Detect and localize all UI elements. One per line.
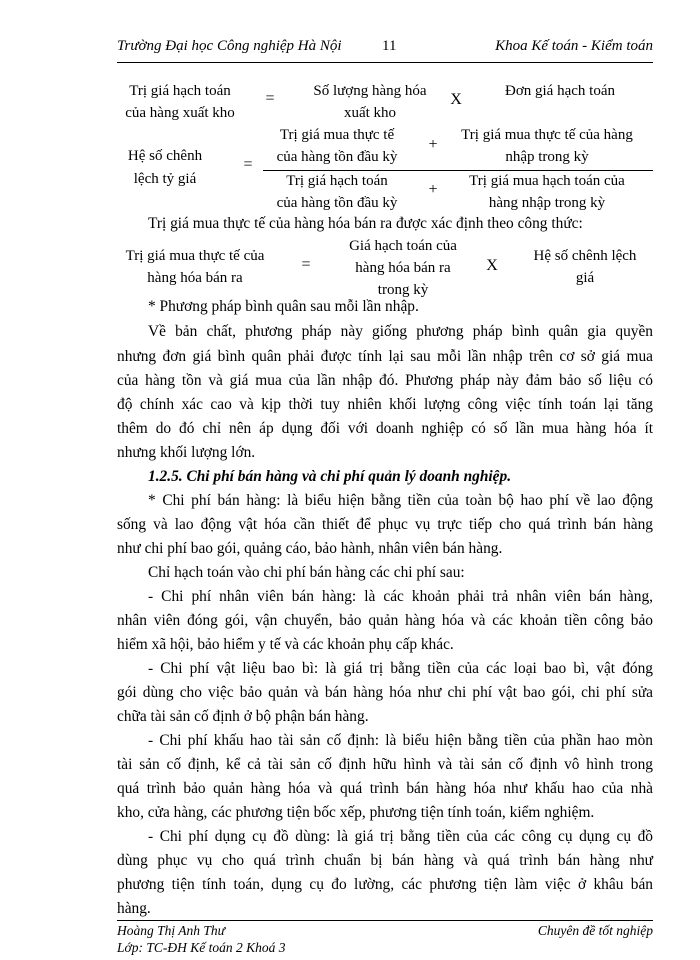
body-line: gói dùng cho việc bảo quản và bán hàng hóa như chi phí vật bao gói, chi phí sửa (117, 684, 653, 701)
formula2-den2-line1: Trị giá mua hạch toán của (469, 173, 625, 189)
formula2-num2-line2: nhập trong kỳ (505, 149, 589, 165)
page-header (117, 38, 653, 58)
body-line: quá trình bảo quản hàng hóa và quá trình bán hàng hóa như khấu hao của nhà (117, 780, 653, 797)
formula2-den2 (442, 170, 652, 214)
body-line: Chỉ hạch toán vào chi phí bán hàng các chi phí sau: (148, 564, 465, 581)
formula2-den1-line1: Trị giá hạch toán (286, 173, 388, 189)
body-line: * Phương pháp bình quân sau mỗi lần nhập. (148, 298, 419, 315)
body-line: thêm do đó chỉ nên áp dụng đối với doanh nghiệp có số lần mua hàng hóa ít (117, 420, 653, 437)
formula2-num2-line1: Trị giá mua thực tế của hàng (461, 127, 633, 143)
body-line: - Chi phí nhân viên bán hàng: là các khoản phải trả nhân viên bán hàng, (148, 588, 653, 605)
formula1-lhs (110, 80, 250, 124)
formula3-intro: Trị giá mua thực tế của hàng hóa bán ra được xác định theo công thức: (148, 215, 583, 232)
formula1-lhs-line1: Trị giá hạch toán (129, 83, 231, 99)
formula3-term1-line1: Giá hạch toán của (349, 238, 457, 254)
body-line: - Chi phí dụng cụ đồ dùng: là giá trị bằng tiền của các công cụ dụng cụ đồ (148, 828, 653, 845)
body-line: nhân viên đóng gói, vận chuyển, bảo quản hàng hóa và các khoản tiền công bảo (117, 612, 653, 629)
body-line: sống và lao động vật hóa cần thiết để phục vụ trực tiếp cho quá trình bán hàng (117, 516, 653, 533)
formula2-num2 (442, 124, 652, 168)
footer-doc-type: Chuyên đề tốt nghiệp (537, 923, 653, 938)
formula2-num-plus: + (428, 136, 438, 153)
formula2-den1-line2: của hàng tồn đầu kỳ (276, 195, 398, 211)
body-line: tài sản cố định, kể cả tài sản cố định hữu hình và tài sản cố định vô hình trong (117, 756, 653, 773)
formula3-term1-line3: trong kỳ (377, 282, 429, 298)
formula3-term2 (515, 245, 655, 289)
formula2-lhs-line1: Hệ số chênh (127, 148, 203, 164)
formula1-times: X (450, 91, 462, 108)
formula2-equals: = (243, 156, 253, 173)
formula1-term1 (295, 80, 445, 124)
formula1-term1-line2: xuất kho (343, 105, 397, 121)
section-title: 1.2.5. Chi phí bán hàng và chi phí quản lý doanh nghiệp. (148, 468, 512, 485)
formula1-term2: Đơn giá hạch toán (505, 83, 615, 99)
formula3-term2-line2: giá (575, 270, 595, 286)
formula2-num1-line2: của hàng tồn đầu kỳ (276, 149, 398, 165)
footer-class: Lớp: TC-ĐH Kế toán 2 Khoá 3 (117, 940, 286, 955)
formula3-lhs-line2: hàng hóa bán ra (147, 270, 243, 286)
header-school: Trường Đại học Công nghiệp Hà Nội (117, 38, 342, 54)
formula3-lhs (110, 245, 280, 289)
formula1-lhs-line2: của hàng xuất kho (125, 105, 235, 121)
formula2-lhs-line2: lệch tỷ giá (133, 171, 197, 187)
formula2-den-plus: + (428, 181, 438, 198)
formula3-term2-line1: Hệ số chênh lệch (533, 248, 637, 264)
body-line: hàng. (117, 900, 151, 917)
body-line: * Chi phí bán hàng: là biểu hiện bằng tiền của toàn bộ hao phí về lao động (148, 492, 653, 509)
header-faculty: Khoa Kế toán - Kiểm toán (495, 38, 653, 54)
formula1-equals: = (265, 90, 275, 107)
footer-rule (117, 920, 653, 921)
formula3-times: X (486, 257, 498, 274)
body-line: nhưng đơn giá bình quân phải được tính lại sau mỗi lần nhập trên cơ sở giá mua (117, 348, 653, 365)
formula3-equals: = (301, 256, 311, 273)
body-line: chữa tài sản cố định ở bộ phận bán hàng. (117, 708, 369, 725)
body-line: Về bản chất, phương pháp này giống phương pháp bình quân gia quyền (148, 323, 653, 340)
formula3-lhs-line1: Trị giá mua thực tế của (125, 248, 265, 264)
formula2-den2-line2: hàng nhập trong kỳ (488, 195, 606, 211)
formula1-term1-line1: Số lượng hàng hóa (313, 83, 427, 99)
body-line: dùng phục vụ cho quá trình chuẩn bị bán hàng và quá trình bán hàng như (117, 852, 653, 869)
formula3-term1-line2: hàng hóa bán ra (355, 260, 451, 276)
header-rule (117, 62, 653, 63)
header-page-number: 11 (382, 38, 397, 54)
body-line: - Chi phí khấu hao tài sản cố định: là biểu hiện bằng tiền của phần hao mòn (148, 732, 653, 749)
body-line: nhưng khối lượng lớn. (117, 444, 256, 461)
body-line: như chi phí bao gói, quảng cáo, bảo hành, nhân viên bán hàng. (117, 540, 503, 557)
body-line: kho, cửa hàng, các phương tiện bốc xếp, phương tiện tính toán, kiểm nghiệm. (117, 804, 595, 821)
body-line: phương tiện tính toán, dụng cụ đo lường, các phương tiện làm việc ở khâu bán (117, 876, 653, 893)
footer-author: Hoàng Thị Anh Thư (117, 923, 226, 938)
body-line: của hàng tồn và giá mua của lần nhập đó. Phương pháp này đảm bảo số liệu có (117, 372, 653, 389)
formula2-den1 (262, 170, 412, 214)
body-line: - Chi phí vật liệu bao bì: là giá trị bằng tiền của các loại bao bì, vật đóng (148, 660, 653, 677)
formula3-term1 (328, 235, 478, 301)
formula2-lhs (110, 145, 220, 191)
body-line: độ chính xác cao và kịp thời tuy nhiên khối lượng công việc tính toán lại tăng (117, 396, 653, 413)
body-line: hiểm xã hội, bảo hiểm y tế và các khoản phụ cấp khác. (117, 636, 454, 653)
formula2-num1-line1: Trị giá mua thực tế (279, 127, 395, 143)
formula2-num1 (262, 124, 412, 168)
